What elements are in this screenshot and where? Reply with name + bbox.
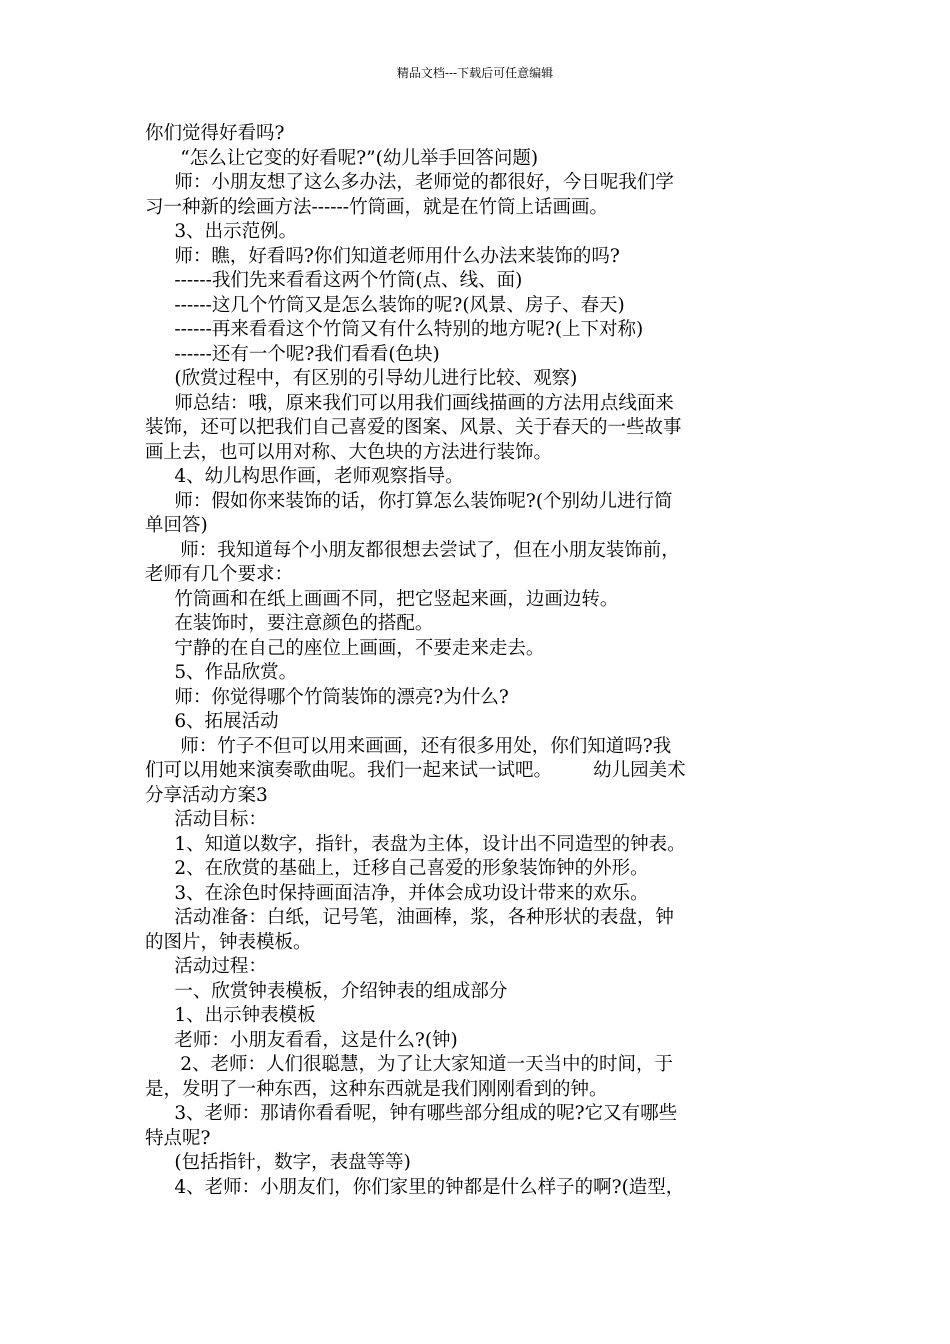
text-line: 是，发明了一种东西，这种东西就是我们刚刚看到的钟。 [145, 1078, 608, 1100]
text-line: 宁静的在自己的座位上画画，不要走来走去。 [145, 637, 545, 659]
text-line: 活动目标： [145, 809, 267, 830]
text-line: 师：你觉得哪个竹筒装饰的漂亮?为什么? [145, 686, 509, 708]
text-line: 5、作品欣赏。 [145, 662, 298, 683]
text-line: 画上去，也可以用对称、大色块的方法进行装饰。 [145, 441, 553, 463]
text-line: 1、出示钟表模板 [145, 1005, 316, 1026]
text-line: 活动过程： [145, 956, 267, 977]
text-line: 在装饰时，要注意颜色的搭配。 [145, 613, 434, 634]
text-line: 1、知道以数字，指针，表盘为主体，设计出不同造型的钟表。 [145, 833, 686, 855]
text-line: 师：假如你来装饰的话，你打算怎么装饰呢?(个别幼儿进行简 [145, 490, 673, 512]
text-line: ------还有一个呢?我们看看(色块) [145, 343, 440, 365]
text-line: 装饰，还可以把我们自己喜爱的图案、风景、关于春天的一些故事 [145, 417, 682, 438]
text-line: 师总结：哦，原来我们可以用我们画线描画的方法用点线面来 [145, 392, 674, 414]
text-line: 老师：小朋友看看，这是什么?(钟) [145, 1029, 458, 1051]
text-line: 6、拓展活动 [145, 711, 279, 732]
text-line: ------这几个竹筒又是怎么装饰的呢?(风景、房子、春天) [145, 294, 625, 316]
text-line: 师：小朋友想了这么多办法，老师觉的都很好，今日呢我们学 [145, 172, 674, 193]
text-line: 竹筒画和在纸上画画不同，把它竖起来画，边画边转。 [145, 588, 619, 610]
text-line: ------我们先来看看这两个竹筒(点、线、面) [145, 270, 523, 291]
text-line: 师：竹子不但可以用来画画，还有很多用处，你们知道吗?我 [145, 735, 672, 757]
text-line: 习一种新的绘画方法------竹筒画，就是在竹筒上话画画。 [145, 196, 609, 218]
document-body [145, 122, 825, 1200]
text-line: 4、老师：小朋友们，你们家里的钟都是什么样子的啊?(造型， [145, 1176, 685, 1198]
text-line: 3、老师：那请你看看呢，钟有哪些部分组成的呢?它又有哪些 [145, 1103, 678, 1124]
text-line: 3、出示范例。 [145, 221, 298, 242]
text-line: ------再来看看这个竹筒又有什么特别的地方呢?(上下对称) [145, 319, 644, 340]
text-line: (欣赏过程中，有区别的引导幼儿进行比较、观察) [145, 368, 578, 389]
text-line: 们可以用她来演奏歌曲呢。我们一起来试一试吧。 幼儿园美术 [145, 760, 686, 781]
text-line: 师：我知道每个小朋友都很想去尝试了，但在小朋友装饰前， [145, 539, 680, 561]
text-line: (包括指针，数字，表盘等等) [145, 1152, 411, 1173]
text-line: 活动准备：白纸，记号笔，油画棒，浆，各种形状的表盘，钟 [145, 907, 674, 928]
text-line: 老师有几个要求： [145, 564, 294, 585]
text-line: 2、在欣赏的基础上，迁移自己喜爱的形象装饰钟的外形。 [145, 858, 649, 879]
text-line: 分享活动方案3 [145, 784, 268, 806]
text-line: 3、在涂色时保持画面洁净，并体会成功设计带来的欢乐。 [145, 882, 649, 904]
text-line: 特点呢? [145, 1127, 211, 1149]
text-line: 2、老师：人们很聪慧，为了让大家知道一天当中的时间，于 [145, 1054, 674, 1075]
text-line: 4、幼儿构思作画，老师观察指导。 [145, 466, 464, 487]
text-line: 单回答) [145, 515, 208, 536]
page-header: 精品文档---下载后可任意编辑 [396, 66, 554, 80]
text-line: 你们觉得好看吗? [145, 123, 285, 144]
text-line: 的图片，钟表模板。 [145, 931, 312, 953]
text-line: 师：瞧，好看吗?你们知道老师用什么办法来装饰的吗? [145, 245, 620, 267]
text-line: 一、欣赏钟表模板，介绍钟表的组成部分 [145, 980, 508, 1002]
text-line: “怎么让它变的好看呢?”(幼儿举手回答问题) [145, 147, 539, 169]
